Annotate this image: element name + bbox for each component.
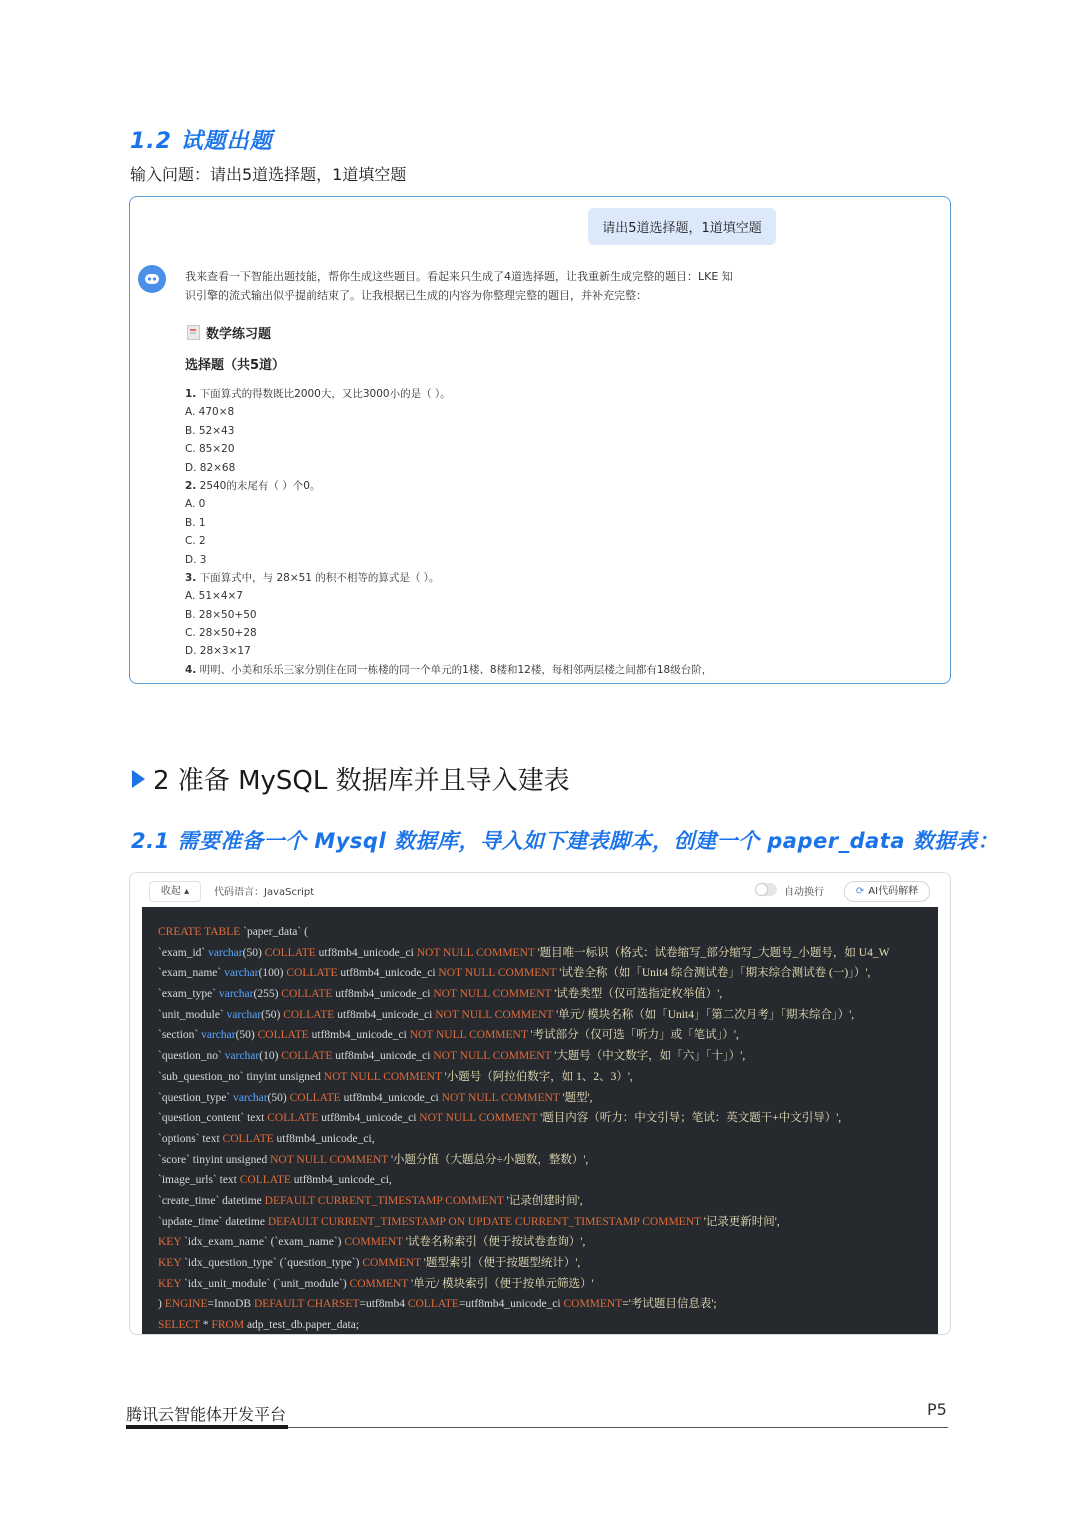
code-token: COLLATE [289, 1091, 341, 1104]
question-number: 3. [185, 571, 197, 584]
code-token: COLLATE [267, 1112, 319, 1125]
question-line [185, 587, 825, 605]
question-text: B. 28×50+50 [185, 608, 257, 621]
document-icon [187, 325, 200, 340]
question-text: 下面算式中，与 28×51 的积不相等的算式是（ ）。 [196, 571, 440, 584]
code-line [158, 984, 889, 1005]
collapse-label: 收起 [160, 886, 181, 897]
code-token: COLLATE [283, 1008, 335, 1021]
code-token: COLLATE [222, 1132, 274, 1145]
code-token: utf8mb4_unicode_ci [332, 988, 434, 1001]
code-line [158, 922, 889, 943]
question-text: 2540的末尾有（ ）个0。 [196, 479, 321, 492]
code-token: DEFAULT CHARSET [253, 1298, 360, 1311]
code-line [158, 1212, 889, 1233]
code-token: DEFAULT CURRENT_TIMESTAMP ON UPDATE CURRENT_TIMESTAMP COMMENT [267, 1215, 701, 1228]
code-line [158, 1170, 889, 1191]
code-line [158, 943, 889, 964]
code-token: '记录更新时间', [700, 1215, 780, 1228]
question-text: C. 2 [185, 535, 206, 548]
code-token: COLLATE [257, 1029, 309, 1042]
code-token: `exam_name` [158, 967, 225, 980]
section-intro: 输入问题：请出5道选择题，1道填空题 [130, 165, 407, 184]
code-token: CREATE TABLE [158, 926, 241, 938]
code-token: COLLATE [281, 1050, 333, 1063]
question-line [185, 459, 825, 477]
code-line [158, 1025, 889, 1046]
question-line [185, 495, 825, 513]
code-token: ENGINE [164, 1298, 208, 1311]
code-token: `idx_unit_module` (`unit_module`) [181, 1277, 350, 1290]
code-token: `update_time` datetime [158, 1215, 268, 1228]
question-line [185, 569, 825, 587]
question-line [185, 514, 825, 532]
code-line [158, 1294, 889, 1315]
section-heading-2 [132, 760, 570, 797]
code-token: varchar [226, 1008, 262, 1021]
code-token: COLLATE [281, 988, 333, 1001]
code-token: `image_urls` text [158, 1174, 240, 1187]
code-token: '试卷类型（仅可选指定枚举值）', [551, 988, 723, 1001]
code-lines [158, 922, 889, 1334]
question-line [185, 624, 825, 642]
question-text: A. 470×8 [185, 406, 235, 419]
code-token: varchar [224, 967, 259, 980]
code-line [158, 1088, 889, 1109]
code-token: `unit_module` [158, 1008, 227, 1021]
user-message-bubble: 请出5道选择题，1道填空题 [588, 208, 776, 245]
question-line [185, 422, 825, 440]
question-line [185, 403, 825, 421]
code-token: (50) [261, 1008, 284, 1021]
code-token: utf8mb4_unicode_ci [318, 1112, 420, 1125]
code-token: `sub_question_no` tinyint unsigned [158, 1070, 324, 1083]
question-number: 1. [185, 388, 197, 400]
code-token: '试卷全称（如「Unit4 综合测试卷」「期末综合测试卷 (一)」）', [556, 967, 871, 980]
code-token: adp_test_db.paper_data; [244, 1319, 360, 1332]
code-area [142, 907, 938, 1334]
code-token: (10) [259, 1050, 282, 1063]
code-line [158, 1129, 889, 1150]
question-text: B. 52×43 [185, 424, 235, 437]
code-toolbar [130, 873, 950, 907]
exercise-title-text: 数学练习题 [206, 327, 272, 342]
code-token: utf8mb4_unicode_ci, [290, 1174, 392, 1187]
code-token: utf8mb4_unicode_ci [340, 1091, 442, 1104]
code-line [158, 1274, 889, 1295]
code-token: `question_content` text [158, 1112, 268, 1125]
ai-explain-button[interactable] [844, 881, 930, 902]
code-line [158, 1067, 889, 1088]
code-line [158, 1150, 889, 1171]
collapse-button[interactable] [149, 881, 201, 902]
code-token: NOT NULL COMMENT [435, 1008, 554, 1021]
code-token: '记录创建时间', [503, 1194, 583, 1207]
code-token: NOT NULL COMMENT [438, 967, 557, 980]
code-token: '题目内容（听力：中文引导；笔试：英文题干+中文引导）', [537, 1112, 842, 1125]
code-token: COLLATE [264, 946, 316, 959]
section-title-2-1: 2.1 需要准备一个 Mysql 数据库，导入如下建表脚本，创建一个 paper_data 数据表： [131, 829, 999, 853]
question-text: A. 51×4×7 [185, 590, 243, 603]
code-token: (255) [253, 988, 282, 1001]
code-token: SELECT [158, 1319, 200, 1332]
code-line [158, 1046, 889, 1067]
code-line [158, 1005, 889, 1026]
question-number: 2. [185, 479, 197, 492]
code-token: =utf8mb4 [359, 1298, 408, 1311]
code-token: NOT NULL COMMENT [416, 946, 535, 959]
code-token: `score` tinyint unsigned [158, 1153, 271, 1166]
code-line [158, 1232, 889, 1253]
question-text: D. 82×68 [185, 461, 236, 474]
code-token: (50) [267, 1091, 290, 1104]
question-text: C. 28×50+28 [185, 627, 257, 640]
code-token: '考试部分（仅可选「听力」或「笔试」）', [527, 1029, 739, 1042]
code-token: '题型索引（便于按题型统计）', [420, 1257, 581, 1269]
code-token: KEY [158, 1236, 182, 1249]
question-line [185, 477, 825, 495]
page-number: P5 [927, 1400, 947, 1419]
code-token: `paper_data` ( [240, 926, 308, 938]
code-token: utf8mb4_unicode_ci [308, 1029, 410, 1042]
multiple-choice-heading: 选择题（共5道） [185, 358, 286, 373]
wrap-label: 自动换行 [784, 887, 824, 898]
code-token: KEY [158, 1277, 182, 1290]
code-token: COLLATE [407, 1298, 459, 1311]
question-line [185, 385, 825, 403]
code-token: NOT NULL COMMENT [323, 1070, 442, 1083]
bot-message-line: 识引擎的流式输出似乎提前结束了。让我根据已生成的内容为你整理完整的题目，并补充完整： [185, 289, 647, 302]
question-list [185, 385, 825, 679]
footer-accent-bar [126, 1425, 288, 1429]
code-token: COMMENT [362, 1257, 421, 1269]
code-token: NOT NULL COMMENT [433, 1050, 552, 1063]
code-line [158, 1191, 889, 1212]
code-token: utf8mb4_unicode_ci [334, 1008, 436, 1021]
question-line [185, 661, 825, 679]
code-token: * [199, 1319, 212, 1332]
triangle-bullet-icon [132, 770, 145, 788]
code-token: COMMENT [349, 1277, 409, 1290]
code-token: (100) [258, 967, 287, 980]
code-token: '单元/ 模块索引（便于按单元筛选）' [408, 1277, 594, 1290]
section-title-1-2: 1.2 试题出题 [130, 129, 273, 154]
code-token: varchar [224, 1050, 260, 1063]
question-number: 4. [185, 663, 197, 676]
question-text: 明明、小美和乐乐三家分别住在同一栋楼的同一个单元的1楼、8楼和12楼，每相邻两层楼之间都有18级台阶， [196, 663, 713, 676]
code-line [158, 963, 889, 984]
chat-screenshot [129, 196, 951, 684]
code-token: utf8mb4_unicode_ci [337, 967, 439, 980]
code-token: '试卷名称索引（便于按试卷查询）', [402, 1236, 586, 1249]
code-block [129, 872, 951, 1335]
code-token: '大题号（中文数字，如「六」「十」）', [551, 1050, 746, 1063]
question-line [185, 440, 825, 458]
ai-explain-label: AI代码解释 [868, 886, 919, 897]
code-token: varchar [219, 988, 254, 1001]
code-line [158, 1253, 889, 1274]
code-token: DEFAULT CURRENT_TIMESTAMP COMMENT [264, 1194, 504, 1207]
question-text: 下面算式的得数既比2000大，又比3000小的是（ ）。 [196, 388, 451, 400]
bot-message [185, 267, 785, 305]
code-token: =InnoDB [207, 1298, 254, 1311]
code-token: NOT NULL COMMENT [270, 1153, 389, 1166]
question-line [185, 606, 825, 624]
code-token: `idx_exam_name` (`exam_name`) [181, 1236, 345, 1249]
code-token: NOT NULL COMMENT [433, 988, 552, 1001]
code-line [158, 1315, 889, 1334]
wrap-toggle[interactable] [755, 883, 777, 896]
code-token: COLLATE [239, 1174, 291, 1187]
exercise-title [187, 323, 271, 342]
bot-message-line: 我来查看一下智能出题技能，帮你生成这些题目。看起来只生成了4道选择题，让我重新生成完整的题目：LKE 知 [185, 270, 733, 283]
code-token: `idx_question_type` (`question_type`) [181, 1257, 363, 1269]
code-token: =utf8mb4_unicode_ci [458, 1298, 564, 1311]
question-text: A. 0 [185, 498, 206, 511]
code-token: COMMENT [344, 1236, 403, 1249]
code-token: NOT NULL COMMENT [419, 1112, 538, 1125]
language-label: 代码语言：JavaScript [214, 887, 315, 898]
section-heading-2-text: 2 准备 MySQL 数据库并且导入建表 [153, 766, 570, 796]
question-text: C. 85×20 [185, 443, 235, 456]
code-token: `exam_type` [158, 988, 219, 1001]
question-text: D. 3 [185, 553, 207, 566]
code-token: COLLATE [286, 967, 338, 980]
question-line [185, 551, 825, 569]
bot-avatar-icon [138, 265, 166, 293]
code-token: COMMENT [563, 1298, 623, 1311]
code-token: (50) [242, 946, 265, 959]
code-token: utf8mb4_unicode_ci [315, 946, 417, 959]
code-token: '小题分值（大题总分÷小题数，整数）', [388, 1153, 589, 1166]
code-token: `options` text [158, 1132, 223, 1145]
code-token: `question_type` [158, 1091, 234, 1104]
code-token: KEY [158, 1257, 182, 1269]
caret-up-icon: ▴ [184, 886, 190, 897]
code-token: varchar [208, 946, 243, 959]
code-token: '题型', [559, 1091, 593, 1104]
question-line [185, 532, 825, 550]
code-token: ='考试题目信息表'; [622, 1298, 717, 1311]
code-token: (50) [235, 1029, 258, 1042]
code-token: FROM [211, 1319, 245, 1332]
question-text: D. 28×3×17 [185, 645, 251, 658]
code-token: NOT NULL COMMENT [441, 1091, 560, 1104]
code-token: `question_no` [158, 1050, 225, 1063]
code-token: `create_time` datetime [158, 1194, 265, 1207]
code-token: varchar [201, 1029, 236, 1042]
code-token: `section` [158, 1029, 202, 1042]
code-token: '题目唯一标识（格式：试卷缩写_部分缩写_大题号_小题号，如 U4_W [534, 946, 890, 959]
code-token: ) [158, 1298, 165, 1311]
code-token: `exam_id` [158, 946, 209, 959]
code-line [158, 1108, 889, 1129]
code-token: '小题号（阿拉伯数字，如 1、2、3）', [441, 1070, 633, 1083]
question-text: B. 1 [185, 516, 206, 529]
code-token: NOT NULL COMMENT [409, 1029, 528, 1042]
ai-sparkle-icon: ⟳ [855, 886, 865, 897]
code-token: varchar [233, 1091, 268, 1104]
code-token: utf8mb4_unicode_ci [332, 1050, 434, 1063]
footer-brand: 腾讯云智能体开发平台 [126, 1405, 287, 1424]
question-line [185, 642, 825, 660]
code-token: utf8mb4_unicode_ci, [273, 1132, 375, 1145]
code-token: '单元/ 模块名称（如「Unit4」「第二次月考」「期末综合」）', [553, 1008, 855, 1021]
